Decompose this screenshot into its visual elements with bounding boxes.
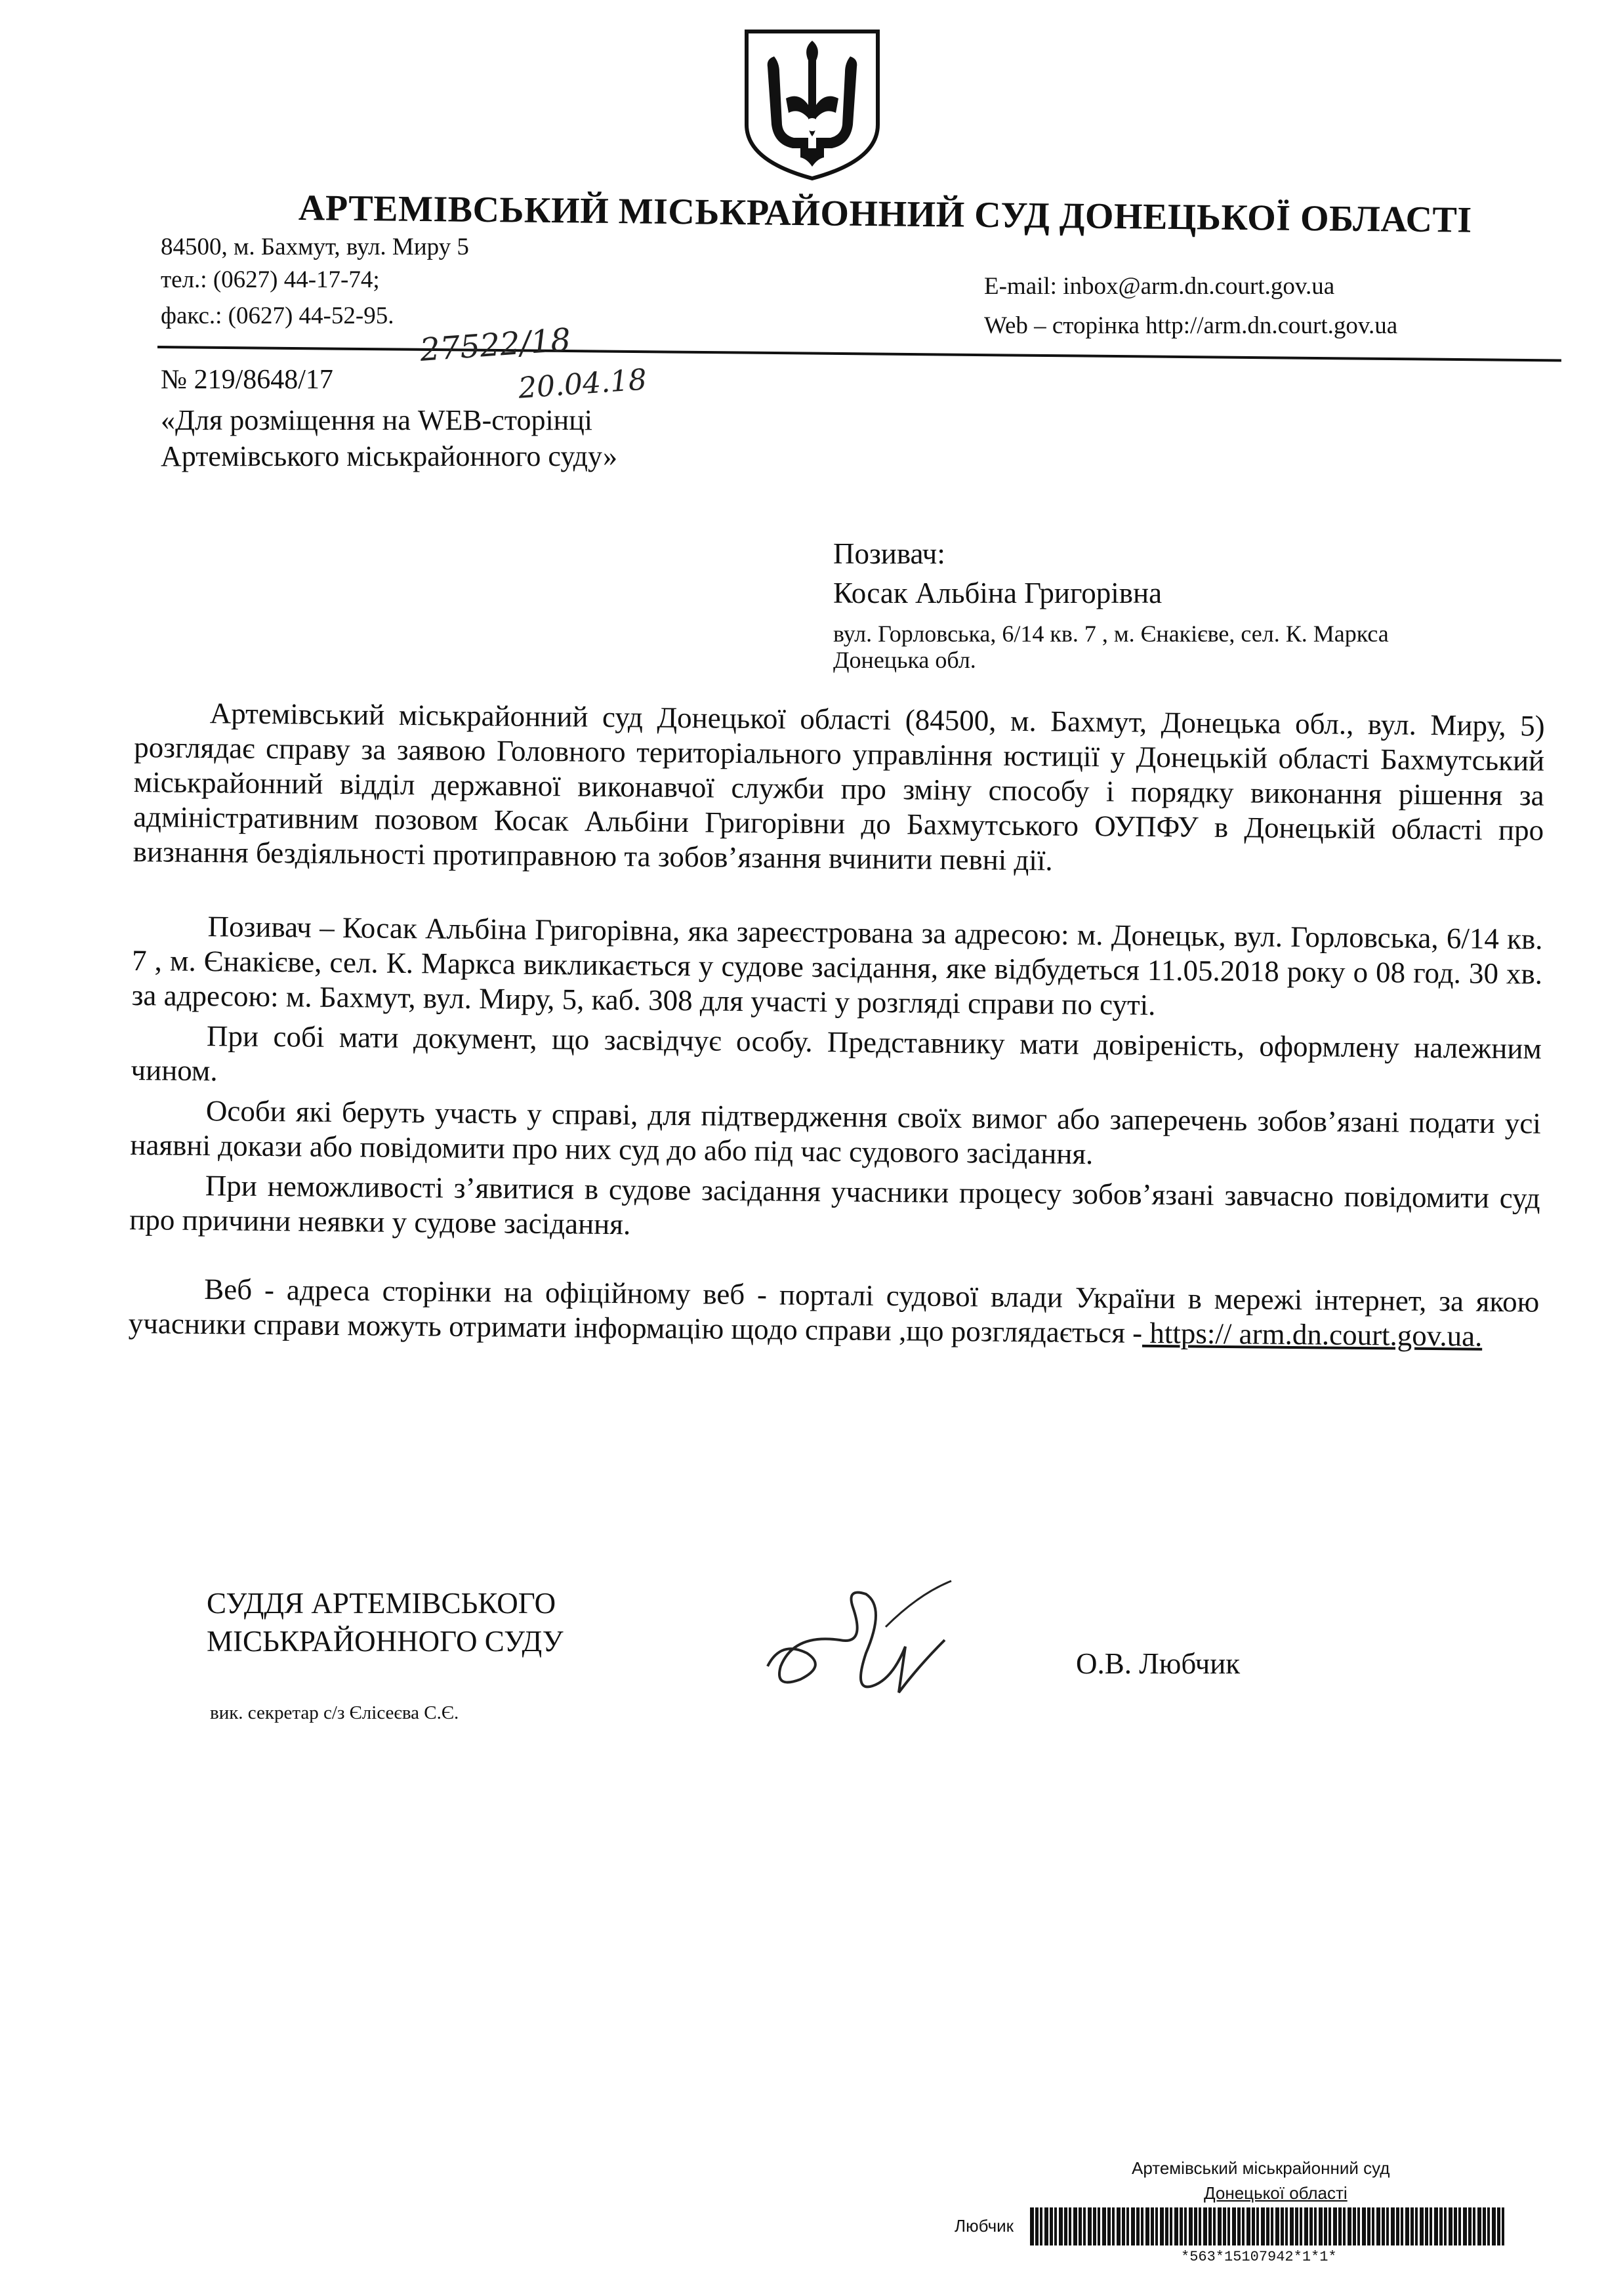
addressee-name: Косак Альбіна Григорівна bbox=[833, 577, 1163, 609]
barcode-bar bbox=[1405, 2207, 1409, 2245]
barcode-bar bbox=[1199, 2207, 1201, 2245]
body-paragraph-evidence: Особи які беруть участь у справі, для підтвердження своїх вимог або заперечень зобов’язані подати усі наявні докази або повідомити про них суд до або під час судового засідання. bbox=[130, 1094, 1542, 1171]
addressee-label: Позивач: bbox=[833, 537, 945, 570]
barcode-bar bbox=[1444, 2207, 1447, 2245]
barcode-bar bbox=[1353, 2207, 1356, 2245]
stamp-judge-label: Любчик bbox=[955, 2216, 1014, 2236]
barcode-bar bbox=[1184, 2207, 1187, 2245]
barcode-bar bbox=[1324, 2207, 1327, 2245]
barcode-bar bbox=[1449, 2207, 1452, 2245]
barcode-bar bbox=[1044, 2207, 1048, 2245]
barcode-bar bbox=[1487, 2207, 1490, 2245]
judge-title-line2: МІСЬКРАЙОННОГО СУДУ bbox=[207, 1625, 564, 1658]
barcode-bar bbox=[1333, 2207, 1337, 2245]
coat-of-arms-emblem bbox=[740, 26, 884, 184]
barcode-bar bbox=[1112, 2207, 1115, 2245]
barcode-bar bbox=[1502, 2207, 1504, 2245]
barcode-bar bbox=[1232, 2207, 1236, 2245]
web-address-text: Веб - адреса сторінки на офіційному веб - порталі судової влади України в мережі інтернет, за якою учасники справи можуть отримати інформацію щодо справи ,що розглядається - bbox=[128, 1273, 1540, 1349]
barcode-bar bbox=[1141, 2207, 1143, 2245]
letter-body bbox=[129, 695, 1545, 1355]
barcode-bar bbox=[1098, 2207, 1100, 2245]
court-website: Web – сторінка http://arm.dn.court.gov.ua bbox=[984, 312, 1398, 339]
judge-title bbox=[207, 1584, 564, 1660]
addressee-address-line1: вул. Горловська, 6/14 кв. 7 , м. Єнакієве, сел. К. Маркса bbox=[833, 621, 1389, 647]
barcode-bar bbox=[1155, 2207, 1158, 2245]
barcode-number: *563*15107942*1*1* bbox=[1181, 2249, 1337, 2265]
body-paragraph-web-address bbox=[129, 1271, 1540, 1355]
barcode-bar bbox=[1401, 2207, 1403, 2245]
barcode-bar bbox=[1102, 2207, 1106, 2245]
barcode-bar bbox=[1189, 2207, 1193, 2245]
barcode-bar bbox=[1439, 2207, 1443, 2245]
barcode-bar bbox=[1454, 2207, 1457, 2245]
case-number: № 219/8648/17 bbox=[161, 365, 333, 395]
body-paragraph-summons: Позивач – Косак Альбіна Григорівна, яка зареєстрована за адресою: м. Донецьк, вул. Горловська, 6/14 кв. 7 , м. Єнакієве, сел. К. Маркса викликається у судове засідання, яке відбудеться 11.05.2018 року о 08 год. 30 хв. за адресою: м. Бахмут, вул. Миру, 5, каб. 308 для участі у розгляді справи по суті. bbox=[131, 910, 1543, 1021]
barcode-bar bbox=[1079, 2207, 1082, 2245]
court-email: E-mail: inbox@arm.dn.court.gov.ua bbox=[984, 273, 1335, 300]
barcode-bar bbox=[1367, 2207, 1370, 2245]
barcode-bar bbox=[1468, 2207, 1472, 2245]
barcode-bar bbox=[1376, 2207, 1380, 2245]
barcode-bar bbox=[1180, 2207, 1183, 2245]
body-paragraph-documents: При собі мати документ, що засвідчує особу. Представнику мати довіреність, оформлену належним чином. bbox=[131, 1019, 1542, 1088]
document-barcode bbox=[1030, 2207, 1509, 2245]
barcode-bar bbox=[1391, 2207, 1395, 2245]
barcode-bar bbox=[1338, 2207, 1342, 2245]
barcode-bar bbox=[1083, 2207, 1086, 2245]
barcode-bar bbox=[1151, 2207, 1154, 2245]
court-address: 84500, м. Бахмут, вул. Миру 5 bbox=[161, 234, 469, 260]
barcode-bar bbox=[1420, 2207, 1424, 2245]
barcode-bar bbox=[1483, 2207, 1486, 2245]
barcode-bar bbox=[1261, 2207, 1265, 2245]
barcode-bar bbox=[1348, 2207, 1351, 2245]
barcode-bar bbox=[1492, 2207, 1496, 2245]
court-phone: тел.: (0627) 44-17-74; bbox=[161, 266, 380, 293]
barcode-bar bbox=[1054, 2207, 1057, 2245]
barcode-bar bbox=[1425, 2207, 1428, 2245]
barcode-bar bbox=[1309, 2207, 1313, 2245]
court-secretary: вик. секретар с/з Єлісеєва С.Є. bbox=[210, 1702, 459, 1723]
barcode-bar bbox=[1218, 2207, 1222, 2245]
barcode-bar bbox=[1165, 2207, 1168, 2245]
barcode-bar bbox=[1285, 2207, 1288, 2245]
barcode-bar bbox=[1136, 2207, 1140, 2245]
barcode-bar bbox=[1372, 2207, 1374, 2245]
handwritten-date: 20.04.18 bbox=[517, 363, 648, 405]
judge-name: О.В. Любчик bbox=[1076, 1647, 1241, 1680]
stamp-region: Донецької області bbox=[1204, 2183, 1348, 2203]
handwritten-incoming-number: 27522/18 bbox=[419, 321, 572, 369]
barcode-bar bbox=[1396, 2207, 1399, 2245]
barcode-bar bbox=[1463, 2207, 1467, 2245]
barcode-bar bbox=[1242, 2207, 1245, 2245]
barcode-bar bbox=[1064, 2207, 1067, 2245]
addressee-address-line2: Донецька обл. bbox=[833, 647, 976, 673]
barcode-bar bbox=[1290, 2207, 1294, 2245]
handwritten-signature bbox=[754, 1568, 971, 1725]
court-fax: факс.: (0627) 44-52-95. bbox=[161, 302, 394, 329]
publication-note-line1: «Для розміщення на WEB-сторінці bbox=[161, 404, 592, 436]
barcode-bar bbox=[1415, 2207, 1418, 2245]
barcode-bar bbox=[1295, 2207, 1298, 2245]
barcode-bar bbox=[1107, 2207, 1111, 2245]
barcode-bar bbox=[1030, 2207, 1034, 2245]
barcode-bar bbox=[1174, 2207, 1178, 2245]
barcode-bar bbox=[1497, 2207, 1500, 2245]
barcode-bar bbox=[1035, 2207, 1039, 2245]
barcode-bar bbox=[1213, 2207, 1216, 2245]
barcode-bar bbox=[1382, 2207, 1385, 2245]
barcode-bar bbox=[1093, 2207, 1096, 2245]
barcode-bar bbox=[1386, 2207, 1389, 2245]
barcode-bar bbox=[1246, 2207, 1250, 2245]
judge-title-line1: СУДДЯ АРТЕМІВСЬКОГО bbox=[207, 1587, 556, 1620]
barcode-bar bbox=[1088, 2207, 1092, 2245]
barcode-bar bbox=[1059, 2207, 1063, 2245]
body-paragraph-absence: При неможливості з’явитися в судове засідання учасники процесу зобов’язані завчасно повідомити суд про причини неявки у судове засідання. bbox=[129, 1169, 1540, 1241]
barcode-bar bbox=[1227, 2207, 1230, 2245]
barcode-bar bbox=[1458, 2207, 1461, 2245]
barcode-bar bbox=[1131, 2207, 1135, 2245]
barcode-bar bbox=[1252, 2207, 1255, 2245]
barcode-bar bbox=[1271, 2207, 1273, 2245]
barcode-bar bbox=[1160, 2207, 1164, 2245]
barcode-bar bbox=[1069, 2207, 1071, 2245]
barcode-bar bbox=[1208, 2207, 1212, 2245]
barcode-bar bbox=[1117, 2207, 1121, 2245]
barcode-bar bbox=[1314, 2207, 1317, 2245]
barcode-bar bbox=[1203, 2207, 1207, 2245]
barcode-bar bbox=[1122, 2207, 1125, 2245]
barcode-bar bbox=[1237, 2207, 1241, 2245]
barcode-bar bbox=[1281, 2207, 1284, 2245]
barcode-bar bbox=[1304, 2207, 1308, 2245]
barcode-bar bbox=[1170, 2207, 1172, 2245]
barcode-bar bbox=[1410, 2207, 1414, 2245]
barcode-bar bbox=[1126, 2207, 1129, 2245]
barcode-bar bbox=[1073, 2207, 1077, 2245]
barcode-bar bbox=[1040, 2207, 1042, 2245]
barcode-bar bbox=[1357, 2207, 1360, 2245]
barcode-bar bbox=[1319, 2207, 1323, 2245]
barcode-bar bbox=[1477, 2207, 1481, 2245]
barcode-bar bbox=[1300, 2207, 1302, 2245]
court-name-heading: АРТЕМІВСЬКИЙ МІСЬКРАЙОННИЙ СУД ДОНЕЦЬКОЇ ОБЛАСТІ bbox=[298, 188, 1472, 241]
barcode-bar bbox=[1434, 2207, 1438, 2245]
barcode-bar bbox=[1266, 2207, 1269, 2245]
barcode-bar bbox=[1145, 2207, 1149, 2245]
court-web-link[interactable]: https:// arm.dn.court.gov.ua. bbox=[1142, 1316, 1483, 1353]
barcode-bar bbox=[1473, 2207, 1475, 2245]
barcode-bar bbox=[1194, 2207, 1197, 2245]
barcode-bar bbox=[1328, 2207, 1331, 2245]
barcode-bar bbox=[1256, 2207, 1259, 2245]
barcode-bar bbox=[1343, 2207, 1346, 2245]
barcode-bar bbox=[1050, 2207, 1053, 2245]
barcode-bar bbox=[1223, 2207, 1226, 2245]
publication-note-line2: Артемівського міськрайонного суду» bbox=[161, 440, 618, 472]
barcode-bar bbox=[1430, 2207, 1432, 2245]
body-paragraph-case: Артемівський міськрайонний суд Донецької області (84500, м. Бахмут, Донецька обл., вул. Миру, 5) розглядає справу за заявою Головного територіального управління юстиції у Донецькій області Бахмутський міськрайонний відділ державної виконавчої служби про зміну способу і порядку виконання рішення за адміністративним позовом Косак Альбіни Григорівни до Бахмутського ОУПФУ в Донецькій області про визнання бездіяльності протиправною та зобов’язання вчинити певні дії. bbox=[133, 697, 1545, 877]
barcode-bar bbox=[1275, 2207, 1279, 2245]
stamp-court-name: Артемівський міськрайонний суд bbox=[1132, 2158, 1390, 2178]
header-divider bbox=[157, 346, 1561, 362]
barcode-bar bbox=[1362, 2207, 1366, 2245]
